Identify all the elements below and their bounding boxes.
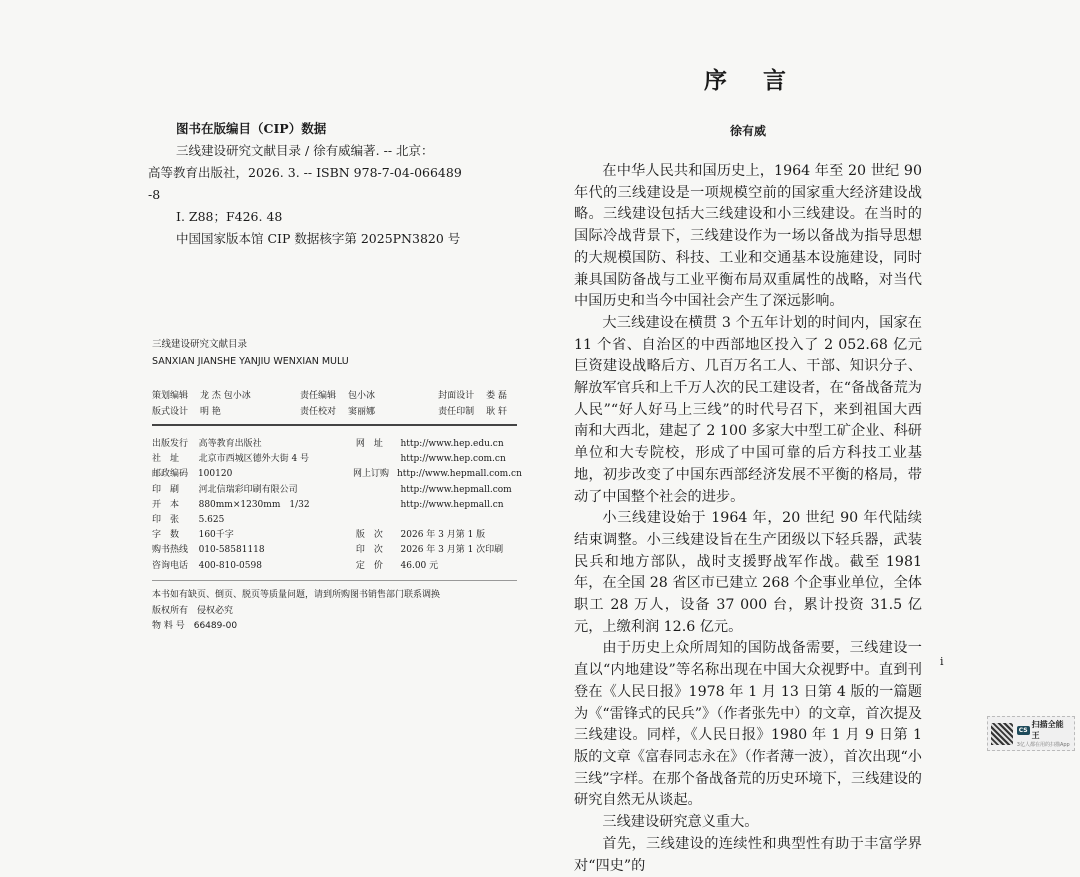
credit-value: 包小冰: [347, 391, 375, 401]
cip-line: -8: [148, 187, 161, 202]
pub-value: [401, 513, 517, 528]
pub-value: http://www.hep.com.cn: [400, 454, 506, 465]
publication-row: [152, 559, 517, 574]
preface-paragraph: 在中华人民共和国历史上，1964 年至 20 世纪 90 年代的三线建设是一项规模空前的国家重大经济建设战略。三线建设包括大三线建设和小三线建设。在当时的国际冷战背景下，三线建设作为一场以备战为指导思想的大规模国防、科技、工业和交通基本设施建设，同时兼具国防备战与工业平衡布局双重属性的战略，对当代中国历史和当今中国社会产生了深远影响。: [574, 163, 922, 310]
publication-row: [152, 513, 517, 528]
pub-label: [356, 483, 401, 498]
pub-value: 010-58581118: [198, 545, 265, 556]
pub-label: 印 次: [355, 545, 383, 556]
footer-line: 本书如有缺页、倒页、脱页等质量问题，请到所购图书销售部门联系调换: [152, 590, 441, 600]
cip-line: 三线建设研究文献目录 / 徐有威编著. -- 北京：: [176, 143, 434, 158]
pub-value: 2026 年 3 月第 1 次印刷: [400, 545, 504, 556]
pub-label: 邮政编码: [152, 469, 189, 480]
pub-label: 出版发行: [152, 439, 189, 449]
credit-entry: [300, 404, 438, 420]
copyright-page: [0, 0, 540, 760]
book-title-block: [152, 336, 349, 370]
book-title-pinyin: SANXIAN JIANSHE YANJIU WENXIAN MULU: [152, 356, 349, 367]
cip-block: [148, 118, 462, 250]
preface-paragraph: 大三线建设在横贯 3 个五年计划的时间内，国家在 11 个省、自治区的中西部地区投入了 2 052.68 亿元巨资建设战略后方、几百万名工人、干部、知识分子、解放军官兵和上千万人次的民工建设者，在“备战备荒为人民”“好人好马上三线”的时代号召下，来到祖国大西南和大西北，建起了 2 100 多家大中型工矿企业、科研单位和大专院校，形成了中国可靠的后方科技工业基地，初步改变了中国东西部经济发展不平衡的格局，带动了中国整个社会的进步。: [574, 314, 922, 505]
pub-value: 北京市西城区德外大街 4 号: [198, 454, 310, 465]
credits-row: [152, 388, 517, 404]
credit-entry: [438, 388, 517, 404]
publication-row: [152, 452, 517, 467]
pub-label: 咨询电话: [152, 560, 189, 571]
cip-heading: 图书在版编目（CIP）数据: [176, 121, 327, 136]
pub-label: 印 张: [152, 515, 180, 526]
credit-entry: [152, 388, 300, 404]
pub-value: 100120: [197, 469, 233, 480]
pub-value: http://www.hepmall.com.cn: [396, 469, 522, 480]
credit-label: 封面设计: [438, 391, 475, 401]
publication-row: [152, 543, 517, 558]
pub-value: 2026 年 3 月第 1 版: [400, 530, 486, 541]
watermark-brand: 扫描全能王: [1031, 720, 1064, 740]
pub-label: 字 数: [152, 530, 180, 541]
preface-paragraph: 首先，三线建设的连续性和典型性有助于丰富学界对“四史”的: [574, 835, 922, 874]
footer-line: 物 料 号 66489-00: [152, 621, 238, 631]
preface-page: [540, 0, 1080, 874]
credit-label: 策划编辑: [152, 391, 189, 401]
page-number: i: [940, 655, 944, 668]
qr-code-icon: [991, 723, 1013, 745]
credit-value: 龙 杰 包小冰: [200, 391, 251, 401]
camscanner-logo-icon: CS: [1018, 726, 1028, 734]
pub-label: [356, 513, 401, 528]
publication-row: [152, 528, 517, 543]
preface-author: 徐有威: [730, 124, 767, 138]
pub-value: http://www.hepmall.cn: [400, 499, 504, 510]
pub-label: 社 址: [152, 454, 180, 465]
pub-label: 购书热线: [152, 545, 189, 556]
divider: [152, 424, 517, 426]
pub-value: 5.625: [198, 515, 225, 526]
credit-label: 责任编辑: [299, 391, 336, 401]
preface-paragraph: 由于历史上众所周知的国防战备需要，三线建设一直以“内地建设”等名称出现在中国大众视野中。直到刊登在《人民日报》1978 年 1 月 13 日第 4 版的一篇题为《“雷锋式的民兵”》（作者张先中）的文章，首次提及三线建设。同样，《人民日报》1980 年 1 月 9 日第 1 版的文章《富春同志永在》（作者薄一波），首次出现“小三线”字样。在那个备战备荒的历史环境下，三线建设的研究自然无从谈起。: [574, 640, 922, 809]
cip-line: 高等教育出版社，2026. 3. -- ISBN 978-7-04-066489: [148, 165, 462, 180]
credit-value: 明 艳: [200, 407, 221, 417]
credit-label: 责任校对: [299, 407, 336, 417]
publication-info-table: [152, 437, 522, 574]
preface-body: [574, 161, 922, 877]
pub-value: 河北信瑞彩印刷有限公司: [198, 484, 298, 495]
pub-label: 开 本: [152, 499, 180, 510]
publication-row: [152, 437, 517, 452]
credit-value: 耿 轩: [486, 407, 507, 417]
pub-value: http://www.hepmall.com: [400, 484, 512, 495]
cip-line: I. Z88；F426. 48: [176, 209, 283, 224]
scanner-watermark: [987, 716, 1075, 751]
watermark-tagline: 3亿人都在用的扫描App: [1016, 742, 1070, 748]
preface-title: 序言: [704, 67, 822, 94]
divider: [152, 580, 517, 581]
credit-entry: [300, 388, 438, 404]
copyright-footer: [152, 588, 440, 635]
credits-row: [152, 404, 517, 420]
credit-entry: [438, 404, 517, 420]
pub-value: 400-810-0598: [198, 560, 262, 571]
book-title: 三线建设研究文献目录: [152, 339, 248, 350]
cip-line: 中国国家版本馆 CIP 数据核字第 2025PN3820 号: [176, 231, 461, 246]
pub-label: 网上订购: [352, 469, 389, 480]
publication-row: [152, 498, 517, 513]
preface-paragraph: 小三线建设始于 1964 年，20 世纪 90 年代陆续结束调整。小三线建设旨在生产团级以下轻兵器，武装民兵和地方部队，战时支援野战军作战。截至 1981 年，在全国 28 省区市已建立 268 个企事业单位，全体职工 28 万人，设备 37 000 台，累计投资 31.5 亿元，上缴利润 12.6 亿元。: [574, 510, 922, 635]
credit-value: 窦丽娜: [347, 407, 375, 417]
publication-row: [152, 483, 517, 498]
preface-paragraph: 三线建设研究意义重大。: [602, 814, 759, 831]
pub-label: 网 址: [355, 439, 383, 449]
pub-value: http://www.hep.edu.cn: [400, 439, 504, 449]
credits-table: [152, 388, 517, 420]
footer-line: 版权所有 侵权必究: [152, 605, 234, 616]
pub-label: 印 刷: [152, 484, 180, 495]
credit-label: 责任印制: [438, 407, 475, 417]
pub-label: 定 价: [355, 560, 383, 571]
pub-value: 880mm×1230mm 1/32: [198, 499, 310, 510]
pub-label: 版 次: [355, 530, 383, 541]
pub-label: [356, 498, 401, 513]
pub-value: 高等教育出版社: [198, 439, 262, 449]
pub-value: 46.00 元: [400, 560, 439, 571]
credit-label: 版式设计: [152, 407, 189, 417]
pub-label: [356, 452, 401, 467]
credit-value: 娄 磊: [486, 391, 507, 401]
pub-value: 160千字: [198, 530, 234, 541]
publication-row: [152, 467, 522, 482]
credit-entry: [152, 404, 300, 420]
